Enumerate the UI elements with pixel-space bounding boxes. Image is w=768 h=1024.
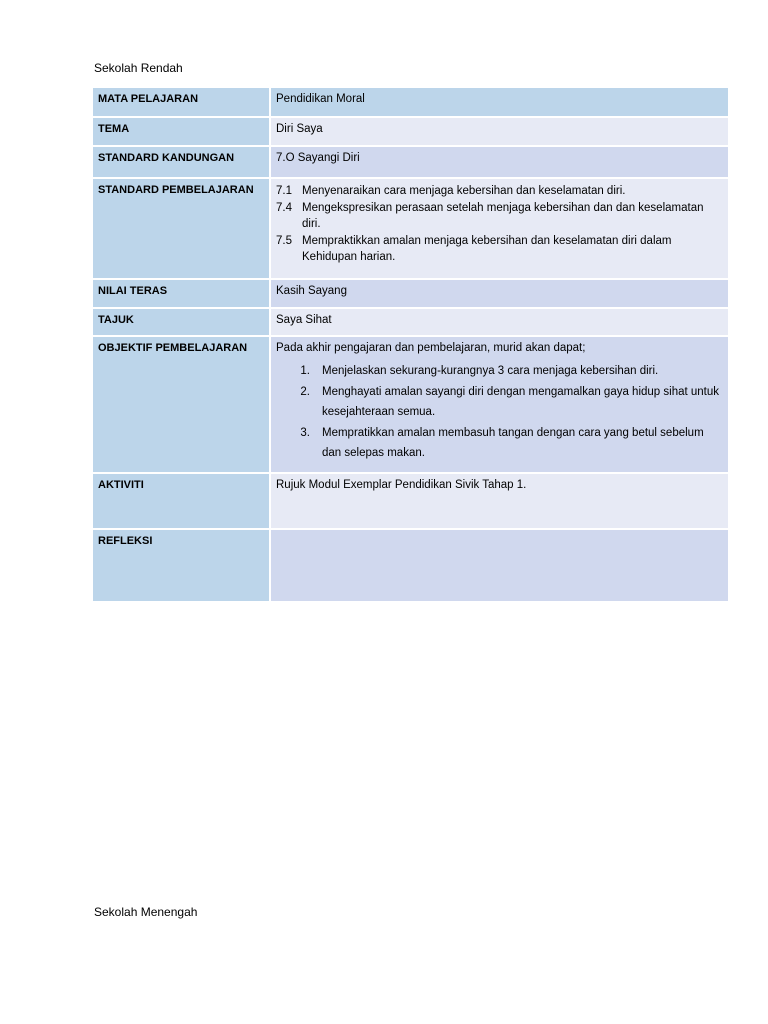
list-item xyxy=(276,423,723,464)
value-mata-pelajaran: Pendidikan Moral xyxy=(271,88,728,118)
list-item xyxy=(276,200,723,233)
list-item-text: Mengekspresikan perasaan setelah menjaga kebersihan dan dan keselamatan diri. xyxy=(302,201,704,230)
lesson-plan-table xyxy=(93,88,728,603)
row-tajuk xyxy=(93,309,728,337)
objektif-intro: Pada akhir pengajaran dan pembelajaran, murid akan dapat; xyxy=(276,342,586,354)
row-nilai-teras xyxy=(93,280,728,309)
list-item-text: Menjelaskan sekurang-kurangnya 3 cara menjaga kebersihan diri. xyxy=(322,365,659,377)
label-standard-pembelajaran: STANDARD PEMBELAJARAN xyxy=(93,179,271,280)
list-item-number: 7.4 xyxy=(276,201,292,214)
list-item-text: Menghayati amalan sayangi diri dengan mengamalkan gaya hidup sihat untuk kesejahteraan semua. xyxy=(322,385,720,418)
list-item-number: 1. xyxy=(300,365,310,377)
standard-pembelajaran-list xyxy=(276,183,723,266)
value-refleksi xyxy=(271,530,728,603)
label-standard-kandungan: STANDARD KANDUNGAN xyxy=(93,147,271,179)
value-standard-pembelajaran xyxy=(271,179,728,280)
list-item-number: 3. xyxy=(300,426,310,439)
value-objektif-pembelajaran xyxy=(271,337,728,474)
list-item xyxy=(276,382,723,423)
label-nilai-teras: NILAI TERAS xyxy=(93,280,271,309)
value-tajuk: Saya Sihat xyxy=(271,309,728,337)
list-item-number: 7.5 xyxy=(276,234,292,247)
label-refleksi: REFLEKSI xyxy=(93,530,271,603)
value-nilai-teras: Kasih Sayang xyxy=(271,280,728,309)
section-heading-secondary: Sekolah Menengah xyxy=(94,905,198,919)
value-aktiviti: Rujuk Modul Exemplar Pendidikan Sivik Tahap 1. xyxy=(271,474,728,530)
list-item-text: Mempratikkan amalan membasuh tangan dengan cara yang betul sebelum dan selepas makan. xyxy=(322,426,704,459)
list-item xyxy=(276,361,723,382)
label-aktiviti: AKTIVITI xyxy=(93,474,271,530)
list-item-text: Mempraktikkan amalan menjaga kebersihan dan keselamatan diri dalam Kehidupan harian. xyxy=(302,234,672,263)
row-tema xyxy=(93,118,728,147)
label-tema: TEMA xyxy=(93,118,271,147)
label-mata-pelajaran: MATA PELAJARAN xyxy=(93,88,271,118)
list-item-number: 7.1 xyxy=(276,185,292,197)
list-item-number: 2. xyxy=(300,385,310,398)
label-tajuk: TAJUK xyxy=(93,309,271,337)
objektif-list xyxy=(276,361,723,468)
value-standard-kandungan: 7.O Sayangi Diri xyxy=(271,147,728,179)
list-item xyxy=(276,183,723,200)
value-tema: Diri Saya xyxy=(271,118,728,147)
row-refleksi xyxy=(93,530,728,603)
row-aktiviti xyxy=(93,474,728,530)
row-standard-pembelajaran xyxy=(93,179,728,280)
row-objektif-pembelajaran xyxy=(93,337,728,474)
row-mata-pelajaran xyxy=(93,88,728,118)
list-item-text: Menyenaraikan cara menjaga kebersihan dan keselamatan diri. xyxy=(302,185,626,197)
section-heading-primary: Sekolah Rendah xyxy=(94,61,183,75)
row-standard-kandungan xyxy=(93,147,728,179)
list-item xyxy=(276,233,723,266)
label-objektif-pembelajaran: OBJEKTIF PEMBELAJARAN xyxy=(93,337,271,474)
